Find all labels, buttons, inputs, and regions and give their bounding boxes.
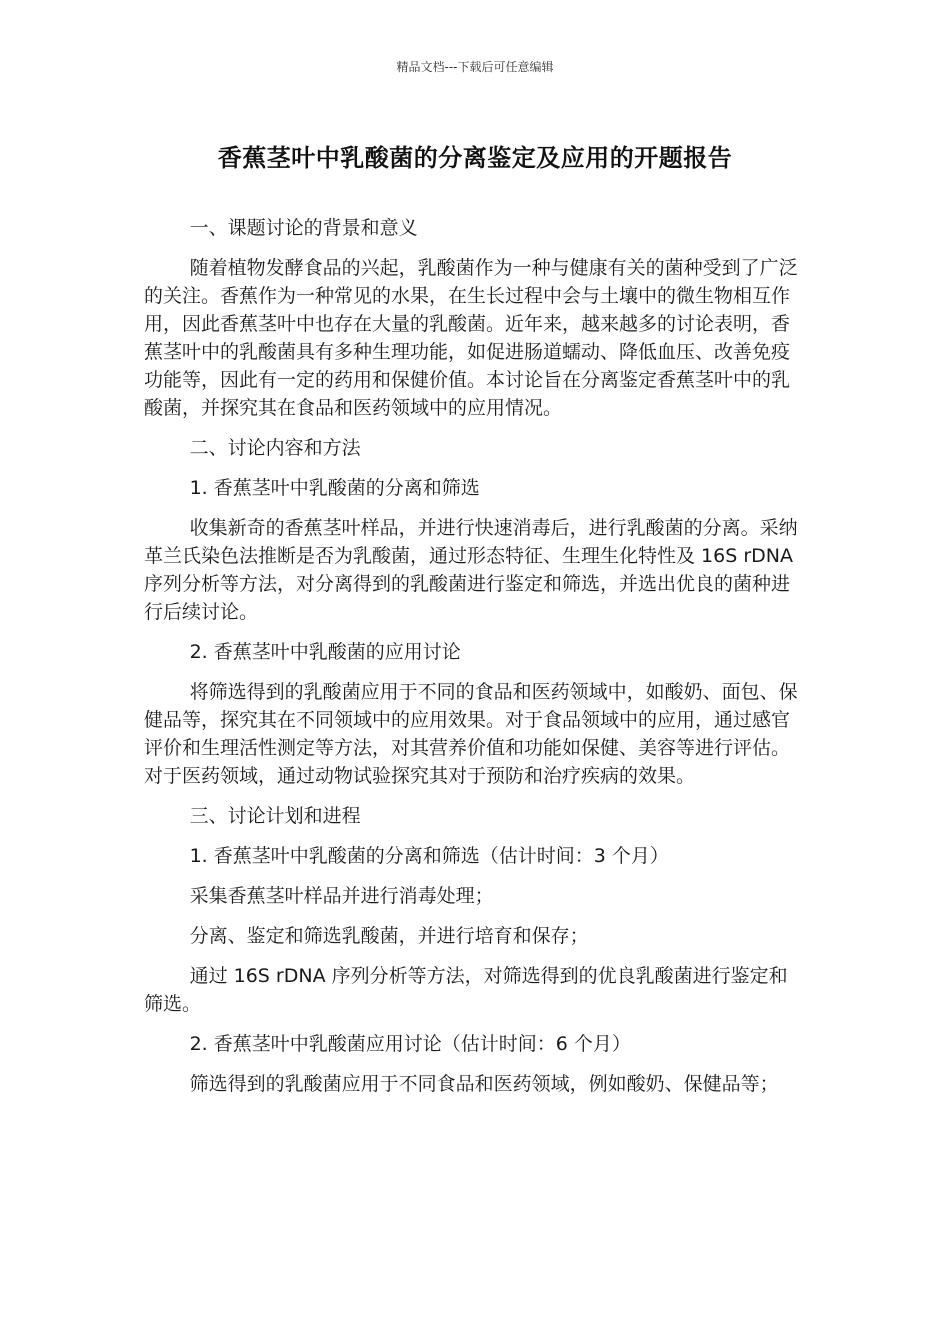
header-note: 精品文档---下载后可任意编辑 [396, 60, 554, 74]
plan-step-sampling: 采集香蕉茎叶样品并进行消毒处理； [189, 885, 494, 907]
section-heading-plan: 三、讨论计划和进程 [189, 805, 361, 827]
paragraph-isolation: 收集新奇的香蕉茎叶样品，并进行快速消毒后，进行乳酸菌的分离。采纳革兰氏染色法推断是否为乳酸菌，通过形态特征、生理生化特性及 16S rDNA 序列分析等方法，对分离得到的乳酸菌进行鉴定和筛选，并选出优良的菌种进行后续讨论。 [144, 517, 798, 623]
plan-step-isolation: 分离、鉴定和筛选乳酸菌，并进行培育和保存； [189, 925, 589, 947]
section-heading-background: 一、课题讨论的背景和意义 [189, 217, 418, 239]
document-title: 香蕉茎叶中乳酸菌的分离鉴定及应用的开题报告 [217, 144, 733, 172]
plan-step-sequencing: 通过 16S rDNA 序列分析等方法，对筛选得到的优良乳酸菌进行鉴定和筛选。 [144, 965, 788, 1015]
document-body [144, 214, 806, 1110]
plan-step-application: 筛选得到的乳酸菌应用于不同食品和医药领域，例如酸奶、保健品等； [189, 1073, 779, 1095]
plan-item-1-heading: 1. 香蕉茎叶中乳酸菌的分离和筛选（估计时间：3 个月） [189, 845, 669, 867]
section-heading-content-methods: 二、讨论内容和方法 [189, 437, 361, 459]
plan-item-2-heading: 2. 香蕉茎叶中乳酸菌应用讨论（估计时间：6 个月） [189, 1033, 631, 1055]
subheading-isolation: 1. 香蕉茎叶中乳酸菌的分离和筛选 [189, 477, 480, 499]
subheading-application: 2. 香蕉茎叶中乳酸菌的应用讨论 [189, 641, 461, 663]
paragraph-background: 随着植物发酵食品的兴起，乳酸菌作为一种与健康有关的菌种受到了广泛的关注。香蕉作为一种常见的水果，在生长过程中会与土壤中的微生物相互作用，因此香蕉茎叶中也存在大量的乳酸菌。近年来，越来越多的讨论表明，香蕉茎叶中的乳酸菌具有多种生理功能，如促进肠道蠕动、降低血压、改善免疫功能等，因此有一定的药用和保健价值。本讨论旨在分离鉴定香蕉茎叶中的乳酸菌，并探究其在食品和医药领域中的应用情况。 [144, 257, 798, 419]
paragraph-application: 将筛选得到的乳酸菌应用于不同的食品和医药领域中，如酸奶、面包、保健品等，探究其在不同领域中的应用效果。对于食品领域中的应用，通过感官评价和生理活性测定等方法，对其营养价值和功能如保健、美容等进行评估。对于医药领域，通过动物试验探究其对于预防和治疗疾病的效果。 [144, 681, 798, 787]
